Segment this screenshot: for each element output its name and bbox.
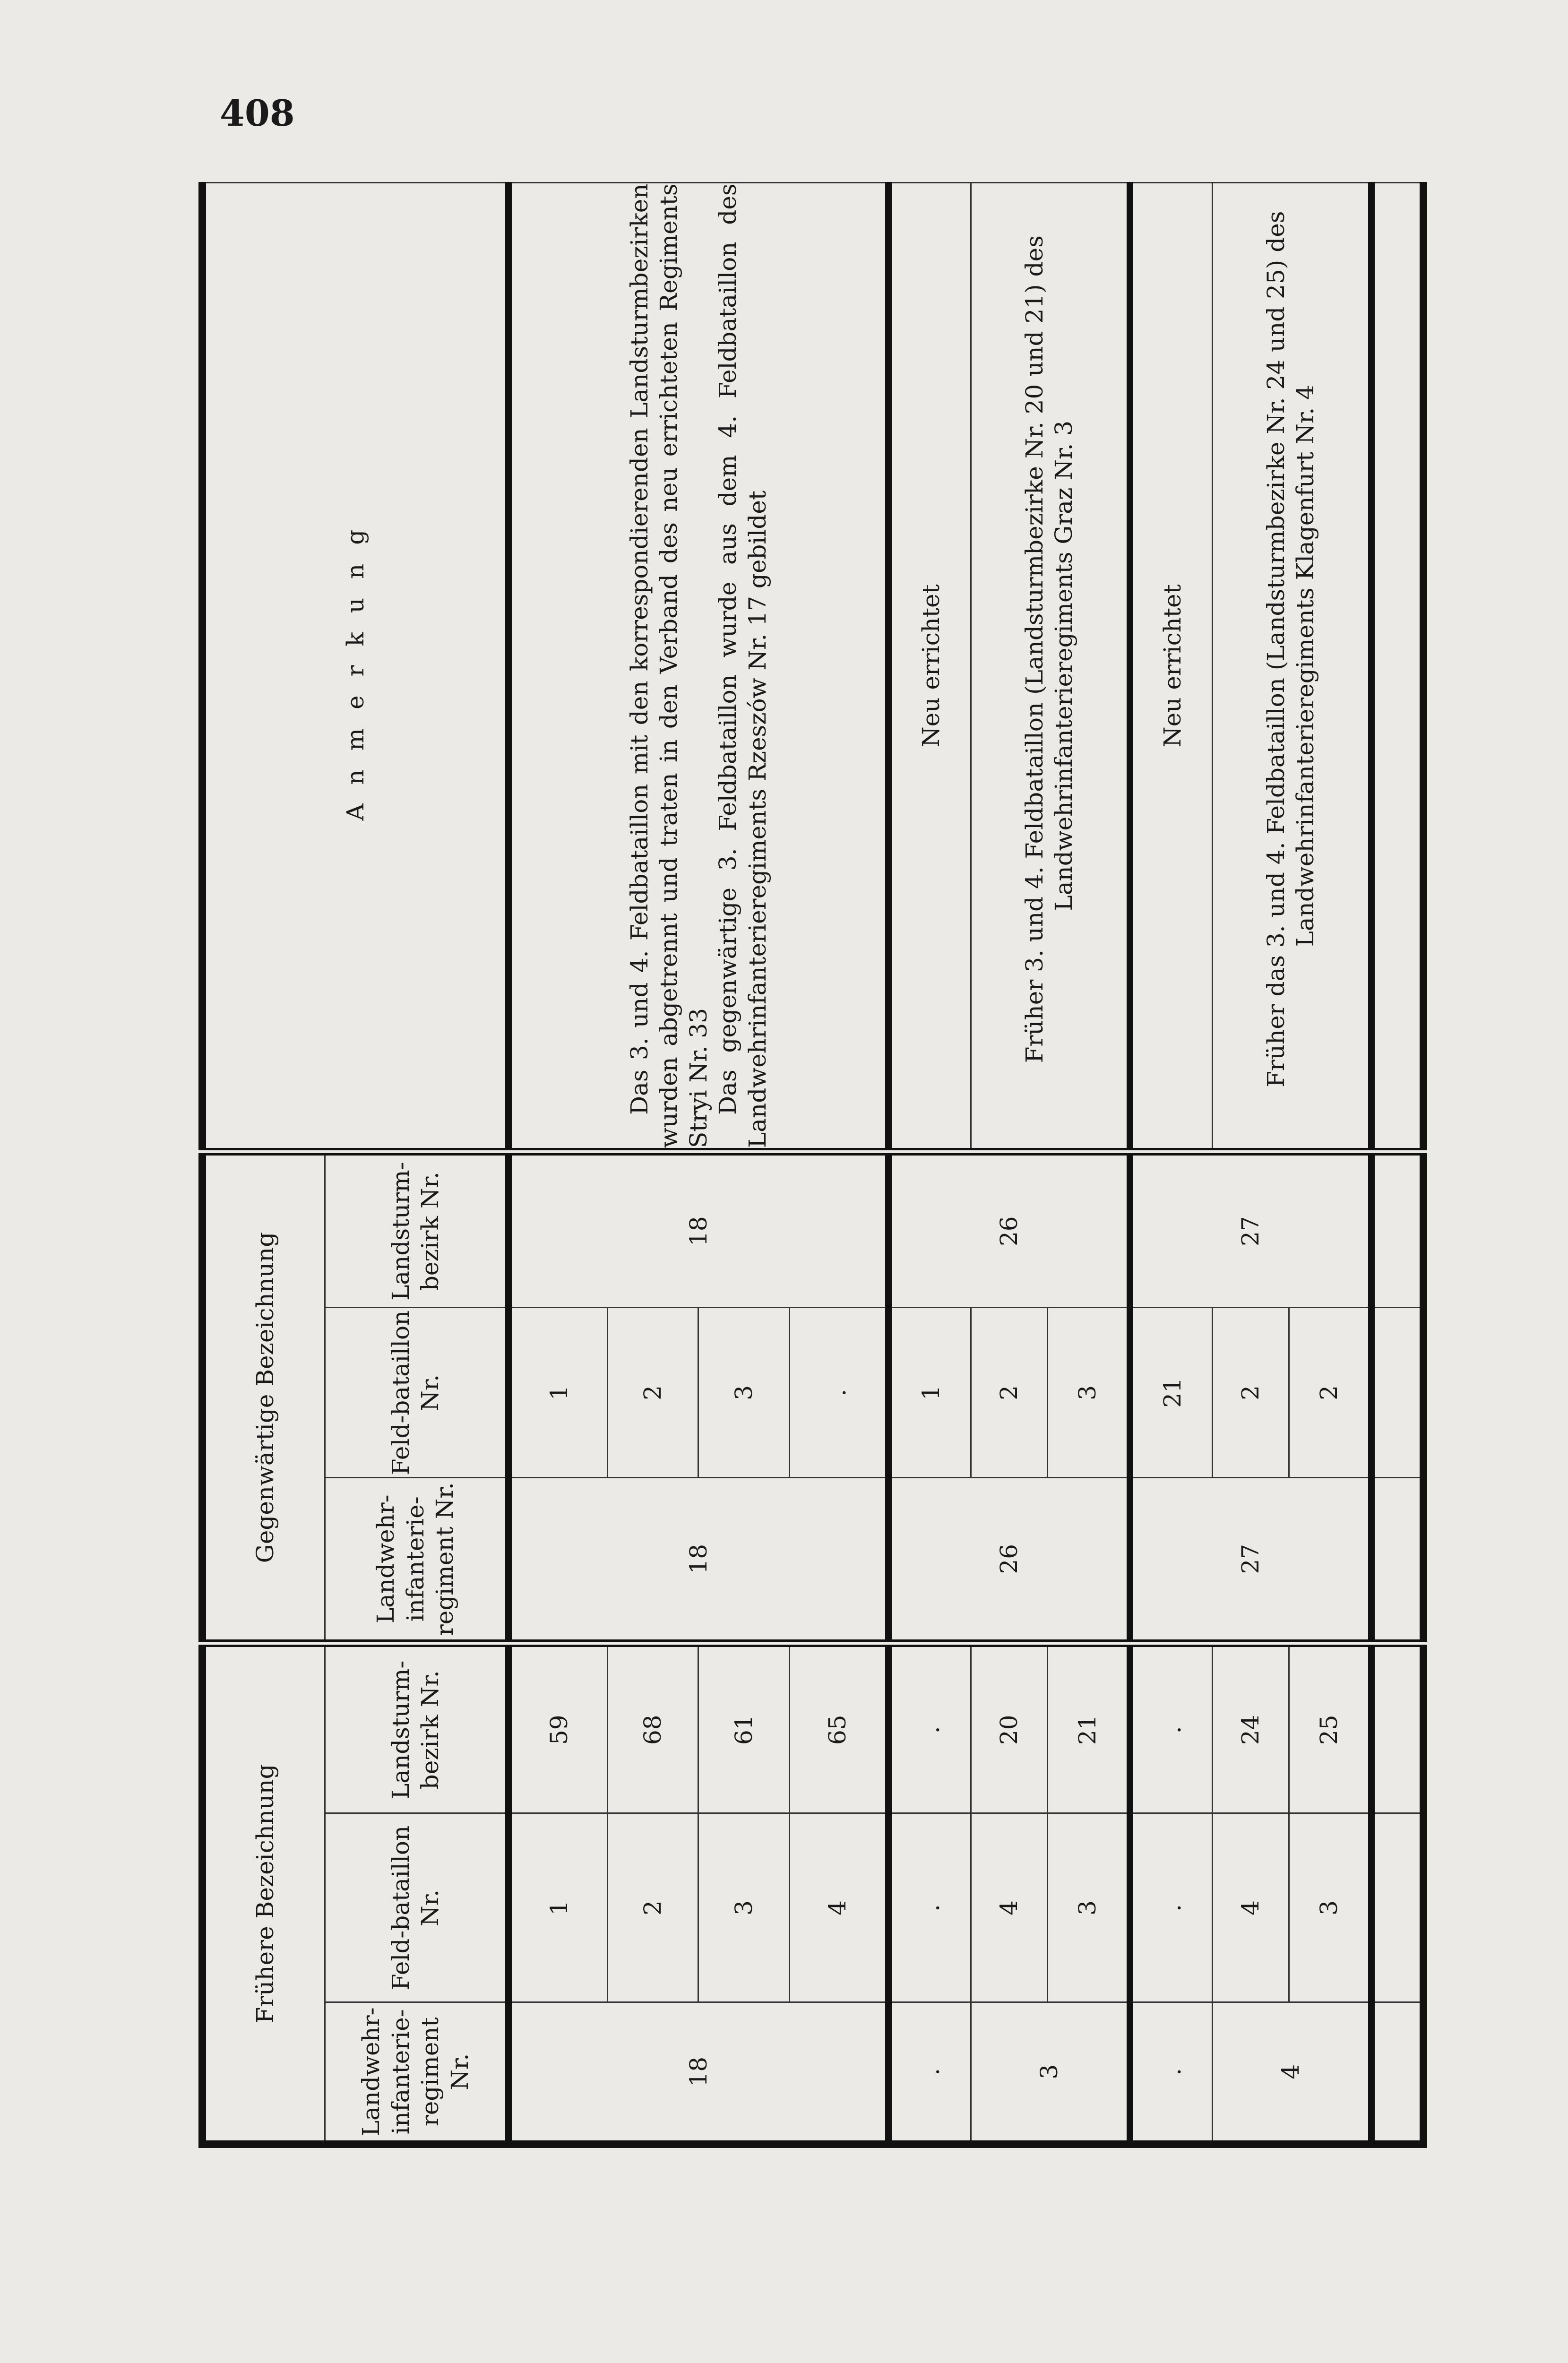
f-regiment-cell: 4 bbox=[1213, 2002, 1371, 2144]
f-regiment-cell: . bbox=[888, 2002, 971, 2144]
note-text: Das 3. und 4. Feldbataillon mit den korrespondierenden Landsturmbezirken wurden abgetrennt und traten in den Verband des neu errichteten Regiments Stryi Nr. 33 bbox=[625, 183, 712, 1148]
f-feldbataillon-cell: 3 bbox=[1289, 1813, 1371, 2002]
f-landsturm-cell: 21 bbox=[1047, 1643, 1130, 1813]
f-landsturm-cell: 59 bbox=[508, 1643, 607, 1813]
table-row-empty bbox=[1371, 183, 1423, 2144]
empty-cell bbox=[1371, 183, 1423, 1152]
g-feldbataillon-cell: 3 bbox=[1047, 1308, 1130, 1478]
header-g-landwehrinfanterieregiment: Landwehr-infanterie-regiment Nr. bbox=[325, 1478, 509, 1643]
g-landsturm-cell: 18 bbox=[508, 1152, 888, 1308]
note-text-2: Das gegenwärtige 3. Feldbataillon wurde aus dem 4. Feldbataillon des Landwehrinfanterieregiments Rzeszów Nr. 17 gebildet bbox=[714, 183, 771, 1148]
empty-cell bbox=[1371, 1152, 1423, 1308]
note-cell: Neu errichtet bbox=[888, 183, 971, 1152]
header-g-landsturmbezirk: Landsturm-bezirk Nr. bbox=[325, 1152, 509, 1308]
f-landsturm-cell: 20 bbox=[971, 1643, 1047, 1813]
header-fruehere-bezeichnung: Frühere Bezeichnung bbox=[202, 1643, 325, 2144]
header-g-feldbataillon: Feld-bataillon Nr. bbox=[325, 1308, 509, 1478]
f-regiment-cell: . bbox=[1130, 2002, 1213, 2144]
f-feldbataillon-cell: 3 bbox=[1047, 1813, 1130, 2002]
note-cell: Neu errichtet bbox=[1130, 183, 1213, 1152]
g-landsturm-cell: 27 bbox=[1130, 1152, 1371, 1308]
g-feldbataillon-cell: 2 bbox=[607, 1308, 698, 1478]
f-feldbataillon-cell: 2 bbox=[607, 1813, 698, 2002]
g-feldbataillon-cell: 2 bbox=[1289, 1308, 1371, 1478]
f-landsturm-cell: 65 bbox=[790, 1643, 888, 1813]
g-regiment-cell: 27 bbox=[1130, 1478, 1371, 1643]
empty-cell bbox=[1371, 1478, 1423, 1643]
f-feldbataillon-cell: 4 bbox=[1213, 1813, 1289, 2002]
header-gegenwaertige-bezeichnung: Gegenwärtige Bezeichnung bbox=[202, 1152, 325, 1643]
f-landsturm-cell: 61 bbox=[698, 1643, 790, 1813]
g-feldbataillon-cell: 2 bbox=[1213, 1308, 1289, 1478]
f-feldbataillon-cell: 1 bbox=[508, 1813, 607, 2002]
register-table bbox=[198, 182, 1427, 2148]
f-landsturm-cell: 24 bbox=[1213, 1643, 1289, 1813]
f-feldbataillon-cell: . bbox=[888, 1813, 971, 2002]
g-feldbataillon-cell: 1 bbox=[508, 1308, 607, 1478]
note-cell bbox=[508, 183, 888, 1152]
g-regiment-cell: 18 bbox=[508, 1478, 888, 1643]
g-regiment-cell: 26 bbox=[888, 1478, 1130, 1643]
f-regiment-cell: 18 bbox=[508, 2002, 888, 2144]
empty-cell bbox=[1371, 1643, 1423, 1813]
note-text: Früher das 3. und 4. Feldbataillon (Landsturmbezirke Nr. 24 und 25) des Landwehrinfanterieregiments Klagenfurt Nr. 4 bbox=[1262, 211, 1319, 1087]
table-row bbox=[1130, 183, 1213, 2144]
f-landsturm-cell: . bbox=[888, 1643, 971, 1813]
g-feldbataillon-cell: 1 bbox=[888, 1308, 971, 1478]
empty-cell bbox=[1371, 2002, 1423, 2144]
note-cell bbox=[971, 183, 1130, 1152]
g-feldbataillon-cell: 21 bbox=[1130, 1308, 1213, 1478]
note-cell bbox=[1213, 183, 1371, 1152]
page-number: 408 bbox=[220, 92, 295, 134]
f-landsturm-cell: 68 bbox=[607, 1643, 698, 1813]
f-regiment-cell: 3 bbox=[971, 2002, 1130, 2144]
f-feldbataillon-cell: . bbox=[1130, 1813, 1213, 2002]
f-feldbataillon-cell: 3 bbox=[698, 1813, 790, 2002]
register-table-rotated bbox=[198, 183, 1427, 2148]
g-feldbataillon-cell: . bbox=[790, 1308, 888, 1478]
header-f-landwehrinfanterieregiment: Landwehr-infanterie-regiment Nr. bbox=[325, 2002, 509, 2144]
table-row bbox=[888, 183, 971, 2144]
empty-cell bbox=[1371, 1308, 1423, 1478]
header-anmerkung: Anmerkung bbox=[202, 183, 508, 1152]
header-f-landsturmbezirk: Landsturm-bezirk Nr. bbox=[325, 1643, 509, 1813]
f-landsturm-cell: 25 bbox=[1289, 1643, 1371, 1813]
note-text: Früher 3. und 4. Feldbataillon (Landsturmbezirke Nr. 20 und 21) des Landwehrinfanterieregiments Graz Nr. 3 bbox=[1020, 235, 1078, 1063]
table-row bbox=[508, 183, 607, 2144]
f-feldbataillon-cell: 4 bbox=[971, 1813, 1047, 2002]
f-landsturm-cell: . bbox=[1130, 1643, 1213, 1813]
header-f-feldbataillon: Feld-bataillon Nr. bbox=[325, 1813, 509, 2002]
g-feldbataillon-cell: 2 bbox=[971, 1308, 1047, 1478]
g-landsturm-cell: 26 bbox=[888, 1152, 1130, 1308]
f-feldbataillon-cell: 4 bbox=[790, 1813, 888, 2002]
g-feldbataillon-cell: 3 bbox=[698, 1308, 790, 1478]
empty-cell bbox=[1371, 1813, 1423, 2002]
